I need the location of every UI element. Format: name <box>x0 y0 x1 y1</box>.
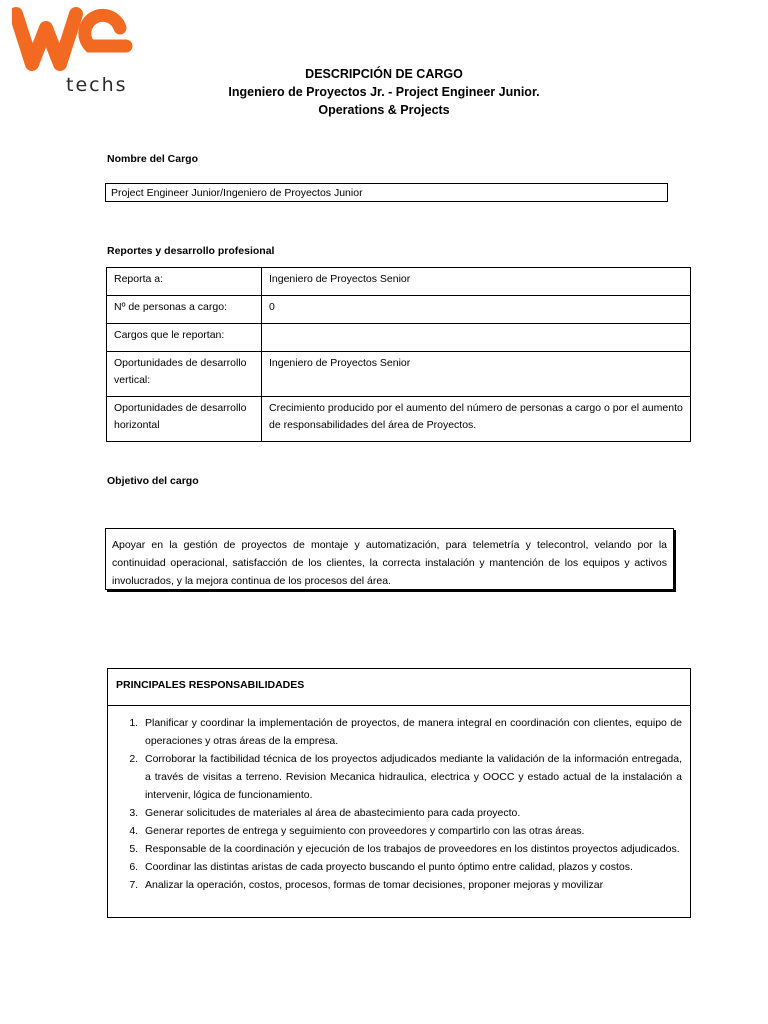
row-key: Oportunidades de desarrollo horizontal <box>107 397 262 442</box>
reportes-label: Reportes y desarrollo profesional <box>107 245 275 257</box>
document-department: Operations & Projects <box>318 103 450 117</box>
table-row <box>107 397 691 442</box>
objetivo-label: Objetivo del cargo <box>107 475 199 487</box>
list-item: 2. Corroborar la factibilidad técnica de los proyectos adjudicados mediante la validación de la información entregada, a través de visitas a terreno. Revision Mecanica hidraulica, electrica y OOCC y estado actual de la instalación a intervenir, lógica de funcionamiento. <box>141 750 682 804</box>
table-row <box>107 296 691 324</box>
list-item: 7. Analizar la operación, costos, procesos, formas de tomar decisiones, proponer mejoras y movilizar <box>141 876 682 894</box>
table-row <box>107 352 691 397</box>
responsabilidades-box <box>107 668 691 918</box>
list-item: 3. Generar solicitudes de materiales al área de abastecimiento para cada proyecto. <box>141 804 682 822</box>
list-item: 5. Responsable de la coordinación y ejecución de los trabajos de proveedores en los distintos proyectos adjudicados. <box>141 840 682 858</box>
row-key: Cargos que le reportan: <box>107 324 262 352</box>
objetivo-text: Apoyar en la gestión de proyectos de montaje y automatización, para telemetría y telecontrol, velando por la continuidad operacional, satisfacción de los clientes, la correcta instalación y mantención de los equipos y activos involucrados, y la mejora continua de los procesos del área. <box>105 528 674 590</box>
table-row <box>107 268 691 296</box>
row-value <box>262 324 691 352</box>
list-item: 4. Generar reportes de entrega y seguimiento con proveedores y compartirlo con las otras áreas. <box>141 822 682 840</box>
row-value: Ingeniero de Proyectos Senior <box>262 268 691 296</box>
row-value: 0 <box>262 296 691 324</box>
table-row <box>107 324 691 352</box>
document-title: DESCRIPCIÓN DE CARGO <box>305 67 463 81</box>
we-logo-mark <box>12 4 134 74</box>
logo-wordmark: techs <box>66 74 128 96</box>
nombre-label: Nombre del Cargo <box>107 153 199 165</box>
row-key: Oportunidades de desarrollo vertical: <box>107 352 262 397</box>
responsabilidades-heading: PRINCIPALES RESPONSABILIDADES <box>108 669 690 706</box>
list-item: 1. Planificar y coordinar la implementación de proyectos, de manera integral en coordinación con clientes, equipo de operaciones y otras áreas de la empresa. <box>141 714 682 750</box>
nombre-value: Project Engineer Junior/Ingeniero de Proyectos Junior <box>105 183 668 202</box>
document-subtitle: Ingeniero de Proyectos Jr. - Project Engineer Junior. <box>228 85 540 99</box>
list-item: 6. Coordinar las distintas aristas de cada proyecto buscando el punto óptimo entre calidad, plazos y costos. <box>141 858 682 876</box>
reportes-table <box>106 267 691 442</box>
responsabilidades-list <box>108 706 690 894</box>
row-key: Nº de personas a cargo: <box>107 296 262 324</box>
row-key: Reporta a: <box>107 268 262 296</box>
row-value: Ingeniero de Proyectos Senior <box>262 352 691 397</box>
document-header <box>0 65 768 119</box>
row-value: Crecimiento producido por el aumento del número de personas a cargo o por el aumento de responsabilidades del área de Proyectos. <box>262 397 691 442</box>
